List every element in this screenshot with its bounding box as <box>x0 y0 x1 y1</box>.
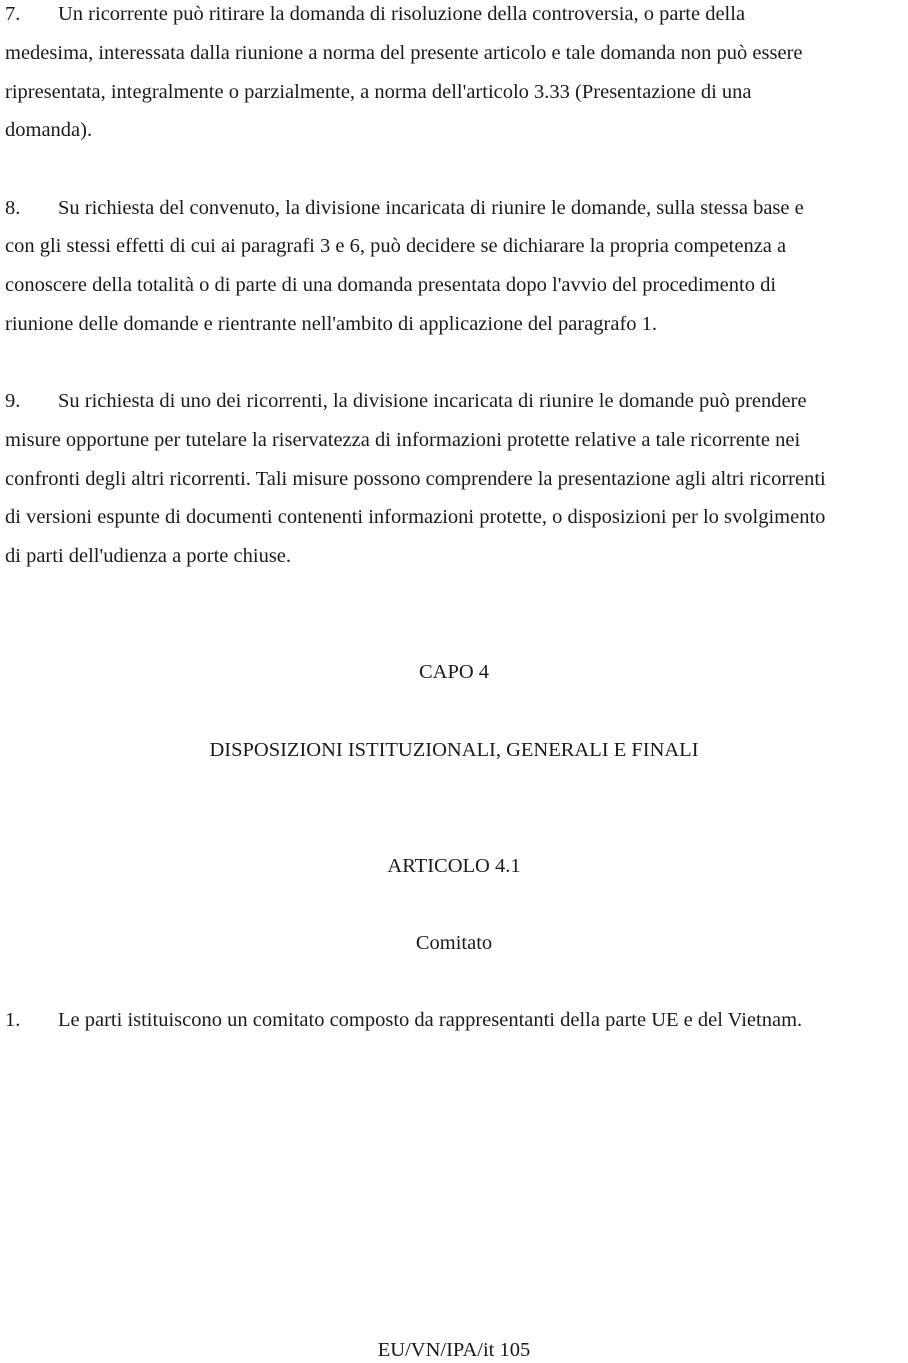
article-title: Comitato <box>415 932 493 954</box>
article-paragraph-1 <box>5 1008 802 1032</box>
page-footer: EU/VN/IPA/it 105 <box>377 1339 531 1361</box>
paragraph-line <box>5 196 804 220</box>
chapter-title: DISPOSIZIONI ISTITUZIONALI, GENERALI E FINALI <box>209 739 699 761</box>
paragraph-number: 7. <box>5 3 21 25</box>
paragraph-text: Le parti istituiscono un comitato composto da rappresentanti della parte UE e del Vietnam. <box>58 1009 803 1031</box>
paragraph-line: con gli stessi effetti di cui ai paragrafi 3 e 6, può decidere se dichiarare la propria competenza a <box>5 235 787 257</box>
paragraph-line <box>5 2 745 26</box>
paragraph-line: di versioni espunte di documenti contenenti informazioni protette, o disposizioni per lo svolgimento <box>5 506 826 528</box>
paragraph-text: Su richiesta di uno dei ricorrenti, la divisione incaricata di riunire le domande può prendere <box>58 390 807 412</box>
article-label: ARTICOLO 4.1 <box>387 855 521 877</box>
paragraph-number: 9. <box>5 390 21 412</box>
paragraph-line: confronti degli altri ricorrenti. Tali misure possono comprendere la presentazione agli altri ricorrenti <box>5 468 826 490</box>
paragraph-line: misure opportune per tutelare la riservatezza di informazioni protette relative a tale ricorrente nei <box>5 429 801 451</box>
paragraph-line: di parti dell'udienza a porte chiuse. <box>5 545 292 567</box>
paragraph-line: riunione delle domande e rientrante nell'ambito di applicazione del paragrafo 1. <box>5 313 658 335</box>
paragraph-text: Su richiesta del convenuto, la divisione incaricata di riunire le domande, sulla stessa base e <box>58 197 804 219</box>
paragraph-text: Un ricorrente può ritirare la domanda di risoluzione della controversia, o parte della <box>58 3 746 25</box>
paragraph-number: 8. <box>5 197 21 219</box>
paragraph-line: ripresentata, integralmente o parzialmente, a norma dell'articolo 3.33 (Presentazione di una <box>5 81 752 103</box>
paragraph-line: conoscere della totalità o di parte di una domanda presentata dopo l'avvio del procedimento di <box>5 274 777 296</box>
paragraph-line <box>5 389 807 413</box>
paragraph-number: 1. <box>5 1009 21 1031</box>
chapter-label: CAPO 4 <box>418 661 490 683</box>
paragraph-line: medesima, interessata dalla riunione a norma del presente articolo e tale domanda non può essere <box>5 42 803 64</box>
paragraph-line: domanda). <box>5 119 93 141</box>
